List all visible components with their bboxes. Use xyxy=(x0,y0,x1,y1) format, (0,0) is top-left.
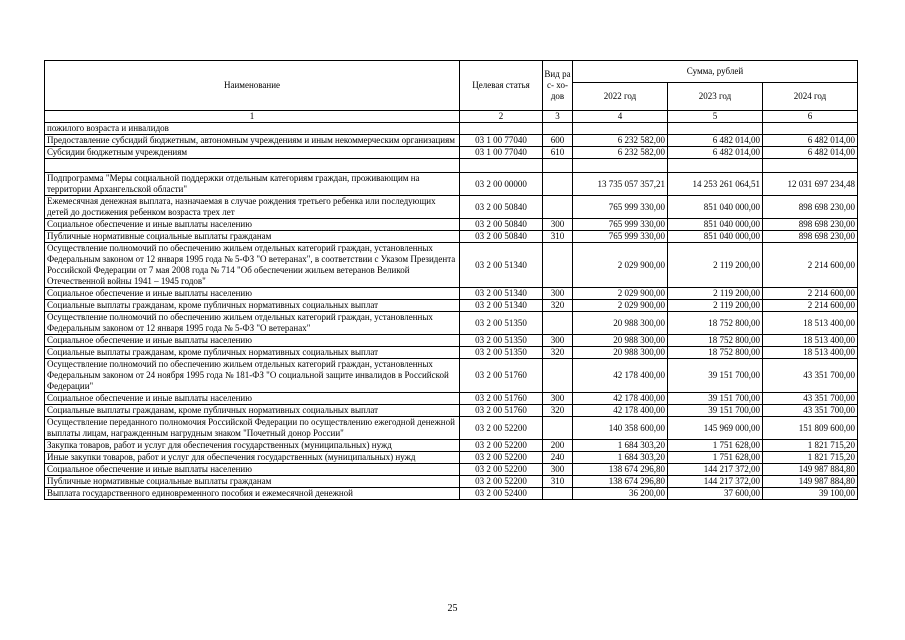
row-sum-2024: 18 513 400,00 xyxy=(763,335,858,347)
row-sum-2022: 140 358 600,00 xyxy=(573,417,668,440)
row-sum-2022: 42 178 400,00 xyxy=(573,359,668,393)
row-name: Социальные выплаты гражданам, кроме публичных нормативных социальных выплат xyxy=(45,300,460,312)
row-name: Социальное обеспечение и иные выплаты населению xyxy=(45,219,460,231)
column-index: 2 xyxy=(460,111,543,123)
row-target-article: 03 2 00 52400 xyxy=(460,488,543,500)
table-row xyxy=(45,405,858,417)
row-name: Осуществление полномочий по обеспечению жильем отдельных категорий граждан, установленных Федеральным законом от 12 января 1995 года № 5-ФЗ "О ветеранах", в соответствии с Указом Президента Российской Федерации от 7 мая 2008 года № 714 "Об обеспечении жильем ветеранов Великой Отечественной войны 1941 – 1945 годов" xyxy=(45,243,460,288)
row-sum-2022: 138 674 296,80 xyxy=(573,464,668,476)
table-row xyxy=(45,347,858,359)
row-target-article: 03 2 00 50840 xyxy=(460,231,543,243)
row-sum-2023: 39 151 700,00 xyxy=(668,405,763,417)
row-expense-type: 320 xyxy=(543,405,573,417)
row-expense-type xyxy=(543,159,573,173)
table-row xyxy=(45,288,858,300)
row-target-article: 03 2 00 50840 xyxy=(460,196,543,219)
row-expense-type: 300 xyxy=(543,288,573,300)
row-target-article xyxy=(460,159,543,173)
row-expense-type: 300 xyxy=(543,393,573,405)
row-name: Публичные нормативные социальные выплаты гражданам xyxy=(45,476,460,488)
row-target-article: 03 2 00 51760 xyxy=(460,393,543,405)
row-target-article: 03 2 00 51350 xyxy=(460,335,543,347)
row-name: Закупка товаров, работ и услуг для обеспечения государственных (муниципальных) нужд xyxy=(45,440,460,452)
row-expense-type xyxy=(543,417,573,440)
table-row xyxy=(45,173,858,196)
column-index: 1 xyxy=(45,111,460,123)
row-target-article: 03 2 00 50840 xyxy=(460,219,543,231)
row-sum-2024: 12 031 697 234,48 xyxy=(763,173,858,196)
row-sum-2023 xyxy=(668,123,763,135)
header-year-2024: 2024 год xyxy=(763,83,858,111)
row-name: Предоставление субсидий бюджетным, автономным учреждениям и иным некоммерческим организациям xyxy=(45,135,460,147)
row-target-article: 03 2 00 51760 xyxy=(460,359,543,393)
row-sum-2024: 43 351 700,00 xyxy=(763,393,858,405)
table-row xyxy=(45,452,858,464)
row-sum-2023: 18 752 800,00 xyxy=(668,335,763,347)
row-sum-2024: 1 821 715,20 xyxy=(763,452,858,464)
row-target-article: 03 1 00 77040 xyxy=(460,147,543,159)
row-sum-2024: 898 698 230,00 xyxy=(763,196,858,219)
table-row xyxy=(45,440,858,452)
row-expense-type: 200 xyxy=(543,440,573,452)
row-target-article: 03 2 00 51350 xyxy=(460,312,543,335)
row-expense-type: 240 xyxy=(543,452,573,464)
row-target-article: 03 1 00 77040 xyxy=(460,135,543,147)
row-name: Социальное обеспечение и иные выплаты населению xyxy=(45,393,460,405)
row-sum-2023: 2 119 200,00 xyxy=(668,288,763,300)
row-sum-2023: 18 752 800,00 xyxy=(668,347,763,359)
row-name: Субсидии бюджетным учреждениям xyxy=(45,147,460,159)
row-sum-2024: 18 513 400,00 xyxy=(763,347,858,359)
header-name: Наименование xyxy=(45,61,460,111)
row-name: Осуществление переданного полномочия Российской Федерации по осуществлению ежегодной денежной выплаты лицам, награжденным нагрудным знаком "Почетный донор России" xyxy=(45,417,460,440)
row-sum-2023: 2 119 200,00 xyxy=(668,300,763,312)
row-sum-2022: 6 232 582,00 xyxy=(573,147,668,159)
table-row xyxy=(45,417,858,440)
row-target-article: 03 2 00 52200 xyxy=(460,464,543,476)
header-expense-type: Вид рас- хо- дов xyxy=(543,61,573,111)
row-sum-2024 xyxy=(763,123,858,135)
row-sum-2022 xyxy=(573,159,668,173)
table-row xyxy=(45,135,858,147)
row-sum-2022: 20 988 300,00 xyxy=(573,347,668,359)
table-row xyxy=(45,147,858,159)
row-sum-2023: 39 151 700,00 xyxy=(668,393,763,405)
table-row xyxy=(45,359,858,393)
row-sum-2023: 39 151 700,00 xyxy=(668,359,763,393)
row-name: Социальное обеспечение и иные выплаты населению xyxy=(45,335,460,347)
row-name: Подпрограмма "Меры социальной поддержки отдельным категориям граждан, проживающим на территории Архангельской области" xyxy=(45,173,460,196)
row-sum-2022: 765 999 330,00 xyxy=(573,219,668,231)
row-sum-2023: 144 217 372,00 xyxy=(668,464,763,476)
row-name: пожилого возраста и инвалидов xyxy=(45,123,460,135)
row-target-article: 03 2 00 51760 xyxy=(460,405,543,417)
table-row xyxy=(45,159,858,173)
row-sum-2022: 138 674 296,80 xyxy=(573,476,668,488)
row-sum-2022: 36 200,00 xyxy=(573,488,668,500)
row-expense-type: 300 xyxy=(543,219,573,231)
row-sum-2024: 1 821 715,20 xyxy=(763,440,858,452)
row-sum-2024: 43 351 700,00 xyxy=(763,405,858,417)
row-sum-2023 xyxy=(668,159,763,173)
table-row xyxy=(45,488,858,500)
row-sum-2022: 20 988 300,00 xyxy=(573,335,668,347)
row-sum-2023: 1 751 628,00 xyxy=(668,440,763,452)
header-year-2022: 2022 год xyxy=(573,83,668,111)
row-sum-2024: 6 482 014,00 xyxy=(763,135,858,147)
row-expense-type xyxy=(543,488,573,500)
row-expense-type: 310 xyxy=(543,231,573,243)
table-row xyxy=(45,243,858,288)
row-sum-2024: 898 698 230,00 xyxy=(763,219,858,231)
row-sum-2022: 42 178 400,00 xyxy=(573,405,668,417)
row-target-article: 03 2 00 52200 xyxy=(460,417,543,440)
row-sum-2023: 2 119 200,00 xyxy=(668,243,763,288)
row-sum-2023: 851 040 000,00 xyxy=(668,219,763,231)
row-sum-2024: 149 987 884,80 xyxy=(763,464,858,476)
row-name: Социальное обеспечение и иные выплаты населению xyxy=(45,288,460,300)
row-name: Социальные выплаты гражданам, кроме публичных нормативных социальных выплат xyxy=(45,347,460,359)
row-sum-2024: 2 214 600,00 xyxy=(763,243,858,288)
row-target-article: 03 2 00 51340 xyxy=(460,243,543,288)
row-expense-type xyxy=(543,123,573,135)
column-index: 5 xyxy=(668,111,763,123)
row-name: Осуществление полномочий по обеспечению жильем отдельных категорий граждан, установленных Федеральным законом от 24 ноября 1995 года № 181-ФЗ "О социальной защите инвалидов в Российской Федерации" xyxy=(45,359,460,393)
row-sum-2022: 20 988 300,00 xyxy=(573,312,668,335)
row-sum-2022: 1 684 303,20 xyxy=(573,440,668,452)
table-body xyxy=(45,123,858,500)
row-target-article: 03 2 00 52200 xyxy=(460,452,543,464)
row-expense-type: 300 xyxy=(543,335,573,347)
row-sum-2022: 765 999 330,00 xyxy=(573,231,668,243)
row-sum-2024 xyxy=(763,159,858,173)
row-sum-2023: 18 752 800,00 xyxy=(668,312,763,335)
table-row xyxy=(45,393,858,405)
row-sum-2022 xyxy=(573,123,668,135)
row-expense-type: 600 xyxy=(543,135,573,147)
table-row xyxy=(45,476,858,488)
table-row xyxy=(45,312,858,335)
row-sum-2023: 145 969 000,00 xyxy=(668,417,763,440)
row-sum-2023: 1 751 628,00 xyxy=(668,452,763,464)
row-expense-type xyxy=(543,359,573,393)
row-sum-2022: 6 232 582,00 xyxy=(573,135,668,147)
row-expense-type: 610 xyxy=(543,147,573,159)
row-sum-2023: 6 482 014,00 xyxy=(668,147,763,159)
table-row xyxy=(45,196,858,219)
table-row xyxy=(45,231,858,243)
column-index: 6 xyxy=(763,111,858,123)
budget-table xyxy=(44,60,858,500)
row-expense-type xyxy=(543,196,573,219)
page-number: 25 xyxy=(447,603,458,614)
header-year-2023: 2023 год xyxy=(668,83,763,111)
row-name xyxy=(45,159,460,173)
column-index: 3 xyxy=(543,111,573,123)
row-sum-2023: 6 482 014,00 xyxy=(668,135,763,147)
row-sum-2024: 6 482 014,00 xyxy=(763,147,858,159)
row-target-article: 03 2 00 00000 xyxy=(460,173,543,196)
row-expense-type: 300 xyxy=(543,464,573,476)
row-sum-2023: 37 600,00 xyxy=(668,488,763,500)
header-sum: Сумма, рублей xyxy=(573,61,858,83)
row-expense-type xyxy=(543,173,573,196)
row-expense-type: 320 xyxy=(543,300,573,312)
row-name: Выплата государственного единовременного пособия и ежемесячной денежной xyxy=(45,488,460,500)
row-sum-2022: 2 029 900,00 xyxy=(573,243,668,288)
table-row xyxy=(45,464,858,476)
row-sum-2023: 14 253 261 064,51 xyxy=(668,173,763,196)
table-row xyxy=(45,335,858,347)
row-sum-2024: 898 698 230,00 xyxy=(763,231,858,243)
row-sum-2023: 144 217 372,00 xyxy=(668,476,763,488)
row-sum-2022: 2 029 900,00 xyxy=(573,288,668,300)
row-target-article: 03 2 00 51340 xyxy=(460,300,543,312)
column-index: 4 xyxy=(573,111,668,123)
row-sum-2024: 149 987 884,80 xyxy=(763,476,858,488)
row-sum-2024: 151 809 600,00 xyxy=(763,417,858,440)
row-target-article: 03 2 00 52200 xyxy=(460,440,543,452)
row-expense-type xyxy=(543,243,573,288)
row-sum-2022: 2 029 900,00 xyxy=(573,300,668,312)
row-sum-2022: 765 999 330,00 xyxy=(573,196,668,219)
row-sum-2024: 2 214 600,00 xyxy=(763,288,858,300)
table-row xyxy=(45,123,858,135)
row-name: Иные закупки товаров, работ и услуг для обеспечения государственных (муниципальных) нужд xyxy=(45,452,460,464)
row-name: Социальное обеспечение и иные выплаты населению xyxy=(45,464,460,476)
row-sum-2022: 42 178 400,00 xyxy=(573,393,668,405)
row-sum-2024: 43 351 700,00 xyxy=(763,359,858,393)
row-sum-2023: 851 040 000,00 xyxy=(668,231,763,243)
row-expense-type: 320 xyxy=(543,347,573,359)
row-target-article: 03 2 00 51350 xyxy=(460,347,543,359)
row-name: Публичные нормативные социальные выплаты гражданам xyxy=(45,231,460,243)
row-name: Социальные выплаты гражданам, кроме публичных нормативных социальных выплат xyxy=(45,405,460,417)
row-target-article: 03 2 00 51340 xyxy=(460,288,543,300)
table-row xyxy=(45,219,858,231)
row-sum-2023: 851 040 000,00 xyxy=(668,196,763,219)
row-expense-type xyxy=(543,312,573,335)
row-expense-type: 310 xyxy=(543,476,573,488)
row-sum-2024: 2 214 600,00 xyxy=(763,300,858,312)
row-sum-2024: 18 513 400,00 xyxy=(763,312,858,335)
header-target-article: Целевая статья xyxy=(460,61,543,111)
row-sum-2022: 1 684 303,20 xyxy=(573,452,668,464)
row-name: Ежемесячная денежная выплата, назначаемая в случае рождения третьего ребенка или последующих детей до достижения ребенком возраста трех лет xyxy=(45,196,460,219)
row-name: Осуществление полномочий по обеспечению жильем отдельных категорий граждан, установленных Федеральным законом от 12 января 1995 года № 5-ФЗ "О ветеранах" xyxy=(45,312,460,335)
row-sum-2024: 39 100,00 xyxy=(763,488,858,500)
row-sum-2022: 13 735 057 357,21 xyxy=(573,173,668,196)
row-target-article: 03 2 00 52200 xyxy=(460,476,543,488)
table-row xyxy=(45,300,858,312)
row-target-article xyxy=(460,123,543,135)
